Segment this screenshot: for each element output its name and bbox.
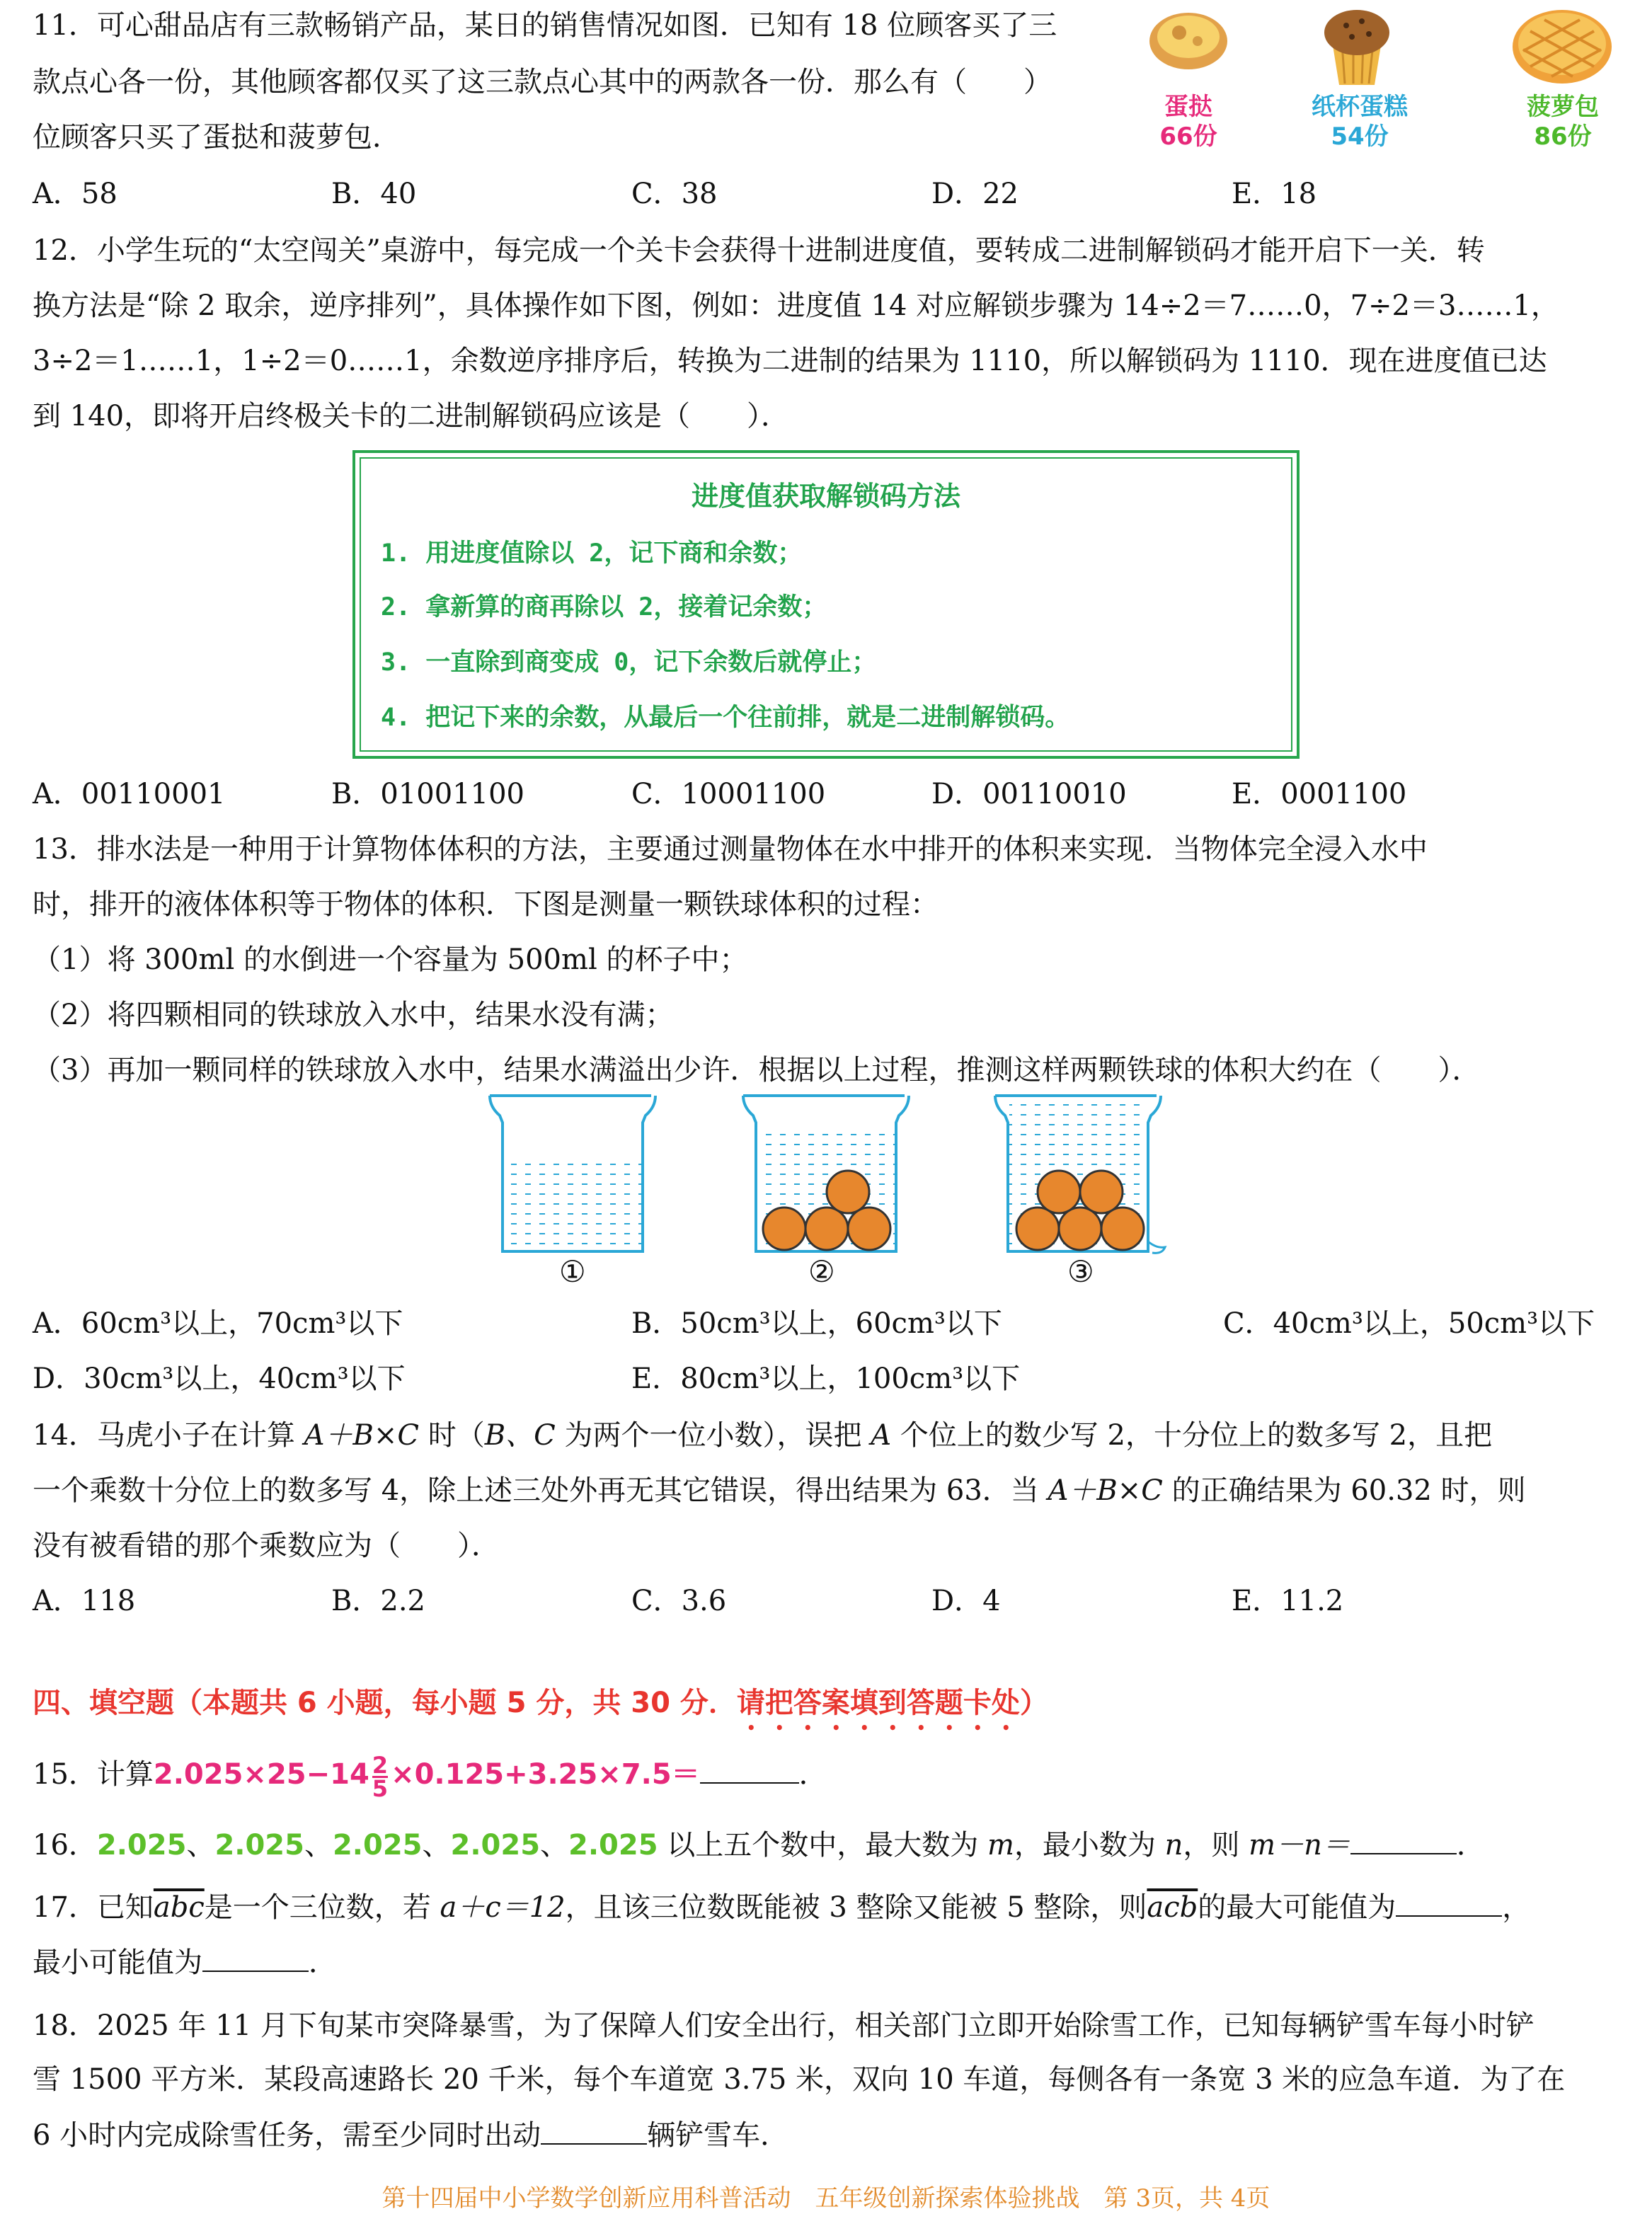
q12-line3: 3÷2＝1……1，1÷2＝0……1，余数逆序排序后，转换为二进制的结果为 1110，所以解锁码为 1110．现在进度值已达 — [33, 345, 1547, 377]
iron-ball — [1059, 1208, 1101, 1250]
section-heading: 四、填空题（本题共 6 小题，每小题 5 分，共 30 分．请把答案填到答题卡处） — [33, 1687, 1048, 1719]
number: 2.025 — [214, 1829, 304, 1862]
number: 2.025 — [568, 1829, 658, 1862]
method-box-title: 进度值获取解锁码方法 — [691, 481, 960, 512]
answer-blank[interactable] — [700, 1754, 799, 1784]
q12-line1: 12．小学生玩的“太空闯关”桌游中，每完成一个关卡会获得十进制进度值，要转成二进制解锁码才能开启下一关．转 — [33, 234, 1485, 267]
beaker-caption: ③ — [1067, 1254, 1094, 1289]
q14-line1: 14．马虎小子在计算 A＋B×C 时（B、C 为两个一位小数），误把 A 个位上的数少写 2，十分位上的数多写 2，且把 — [33, 1419, 1493, 1452]
q12-line4: 到 140，即将开启终极关卡的二进制解锁码应该是（ ）． — [33, 400, 790, 432]
q16: 16．2.025、2.025、2.025、2.025、2.025 以上五个数中，最大数为 m，最小数为 n，则 m－n＝ ． — [33, 1825, 1485, 1865]
option[interactable]: C．40cm³以上，50cm³以下 — [1223, 1307, 1595, 1340]
option[interactable]: C．3.6 — [631, 1585, 727, 1617]
option[interactable]: C．10001100 — [631, 778, 826, 810]
beakers-diagram — [481, 1090, 1189, 1267]
method-step: 3. 一直除到商变成 0，记下余数后就停止； — [381, 648, 877, 677]
iron-ball — [1038, 1171, 1080, 1213]
iron-ball — [763, 1208, 805, 1250]
q17-line1: 17．已知$\overline{abc}$是一个三位数，若 a＋c＝12，且该三位数既能被 3 整除又能被 5 整除，则$\overline{acb}$的最大可能值为 ， — [33, 1887, 1530, 1927]
q15: 15．计算2.025×25−14 $\frac{2}{5}$ ×0.125+3.25×7.5＝ ． — [33, 1751, 827, 1802]
product-pineapple-bun — [1501, 92, 1625, 151]
q18-line1: 18．2025 年 11 月下旬某市突降暴雪，为了保障人们安全出行，相关部门立即开始除雪工作，已知每辆铲雪车每小时铲 — [33, 2009, 1535, 2042]
iron-ball — [1101, 1208, 1144, 1250]
overlined-number: $\overline{abc}$ — [153, 1891, 205, 1924]
q11-line1: 11．可心甜品店有三款畅销产品，某日的销售情况如图．已知有 18 位顾客买了三 — [33, 9, 1057, 42]
method-step: 1. 用进度值除以 2，记下商和余数； — [381, 539, 803, 568]
product-name: 蛋挞 — [1164, 93, 1212, 121]
option[interactable]: E．18 — [1232, 178, 1317, 210]
beaker-caption: ② — [808, 1254, 835, 1289]
option[interactable]: B．40 — [331, 178, 417, 210]
q13-line5: （3）再加一颗同样的铁球放入水中，结果水满溢出少许．根据以上过程，推测这样两颗铁球的体积大约在（ ）． — [33, 1054, 1481, 1086]
q14-line2: 一个乘数十分位上的数多写 4，除上述三处外再无其它错误，得出结果为 63．当 A＋B×C 的正确结果为 60.32 时，则 — [33, 1474, 1526, 1507]
option[interactable]: B．50cm³以上，60cm³以下 — [631, 1307, 1002, 1340]
product-name: 菠萝包 — [1527, 93, 1599, 121]
fraction: $\frac{2}{5}$ — [372, 1751, 389, 1802]
option[interactable]: A．58 — [33, 178, 117, 210]
option[interactable]: E．11.2 — [1232, 1585, 1344, 1617]
overlined-number: $\overline{acb}$ — [1147, 1891, 1198, 1924]
option[interactable]: D．22 — [931, 178, 1019, 210]
iron-ball — [827, 1171, 869, 1213]
answer-blank[interactable] — [202, 1942, 309, 1972]
option[interactable]: B．2.2 — [331, 1585, 426, 1617]
q11-line2: 款点心各一份，其他顾客都仅买了这三款点心其中的两款各一份．那么有（ ） — [33, 66, 1052, 98]
method-step: 4. 把记下来的余数，从最后一个往前排，就是二进制解锁码。 — [381, 704, 1070, 732]
cupcake-icon — [1318, 4, 1396, 86]
method-step: 2. 拿新算的商再除以 2，接着记余数； — [381, 593, 827, 621]
answer-blank[interactable] — [541, 2115, 647, 2145]
option[interactable]: E．80cm³以上，100cm³以下 — [631, 1363, 1021, 1395]
q13-line1: 13．排水法是一种用于计算物体体积的方法，主要通过测量物体在水中排开的体积来实现．当物体完全浸入水中 — [33, 833, 1428, 866]
number: 2.025 — [450, 1829, 541, 1862]
option[interactable]: A．00110001 — [33, 778, 226, 810]
option[interactable]: A．118 — [33, 1585, 136, 1617]
iron-ball — [1016, 1208, 1059, 1250]
q13-line2: 时，排开的液体体积等于物体的体积．下图是测量一颗铁球体积的过程： — [33, 888, 939, 921]
option[interactable]: A．60cm³以上，70cm³以下 — [33, 1307, 403, 1340]
q17-line2: 最小可能值为 ． — [33, 1942, 337, 1983]
answer-blank[interactable] — [1396, 1887, 1502, 1917]
pineapple-bun-icon — [1509, 3, 1615, 85]
expression: A＋B×C — [304, 1419, 420, 1452]
product-count: 86份 — [1534, 122, 1592, 151]
product-egg-tart — [1135, 92, 1241, 151]
iron-ball — [848, 1208, 890, 1250]
option[interactable]: E．0001100 — [1232, 778, 1407, 810]
expression: 2.025×25−14 — [153, 1758, 369, 1791]
option[interactable]: D．4 — [931, 1585, 1001, 1617]
method-box — [352, 450, 1300, 759]
option[interactable]: C．38 — [631, 178, 718, 210]
beaker-1 — [490, 1096, 655, 1251]
iron-ball — [805, 1208, 848, 1250]
iron-ball — [1080, 1171, 1123, 1213]
beaker-caption: ① — [559, 1254, 586, 1289]
q11-line3: 位顾客只买了蛋挞和菠萝包． — [33, 121, 401, 154]
number: 2.025 — [96, 1829, 187, 1862]
product-count: 66份 — [1159, 122, 1217, 151]
q18-line3: 6 小时内完成除雪任务，需至少同时出动 辆铲雪车． — [33, 2115, 788, 2155]
product-name: 纸杯蛋糕 — [1312, 93, 1408, 121]
product-count: 54份 — [1331, 122, 1389, 151]
answer-blank[interactable] — [1350, 1825, 1457, 1854]
emphasis: 请把答案填到答题卡处 — [736, 1687, 1020, 1719]
egg-tart-icon — [1145, 4, 1232, 82]
option[interactable]: D．00110010 — [931, 778, 1127, 810]
q18-line2: 雪 1500 平方米．某段高速路长 20 千米，每个车道宽 3.75 米，双向 10 车道，每侧各有一条宽 3 米的应急车道．为了在 — [33, 2063, 1566, 2096]
beaker-2 — [743, 1096, 909, 1251]
option[interactable]: D．30cm³以上，40cm³以下 — [33, 1363, 406, 1395]
expression: ×0.125+3.25×7.5＝ — [391, 1758, 700, 1791]
q14-line3: 没有被看错的那个乘数应为（ ）． — [33, 1530, 500, 1562]
expression: A＋B×C — [1048, 1474, 1163, 1507]
q13-line3: （1）将 300ml 的水倒进一个容量为 500ml 的杯子中； — [33, 943, 748, 976]
product-cupcake — [1285, 92, 1434, 151]
page-footer: 第十四届中小学数学创新应用科普活动 五年级创新探索体验挑战 第 3页，共 4页 — [382, 2184, 1270, 2213]
number: 2.025 — [332, 1829, 423, 1862]
beaker-3 — [995, 1096, 1165, 1253]
option[interactable]: B．01001100 — [331, 778, 524, 810]
q13-line4: （2）将四颗相同的铁球放入水中，结果水没有满； — [33, 999, 674, 1031]
q12-line2: 换方法是“除 2 取余，逆序排列”，具体操作如下图，例如：进度值 14 对应解锁步骤为 14÷2＝7……0，7÷2＝3……1， — [33, 289, 1559, 322]
